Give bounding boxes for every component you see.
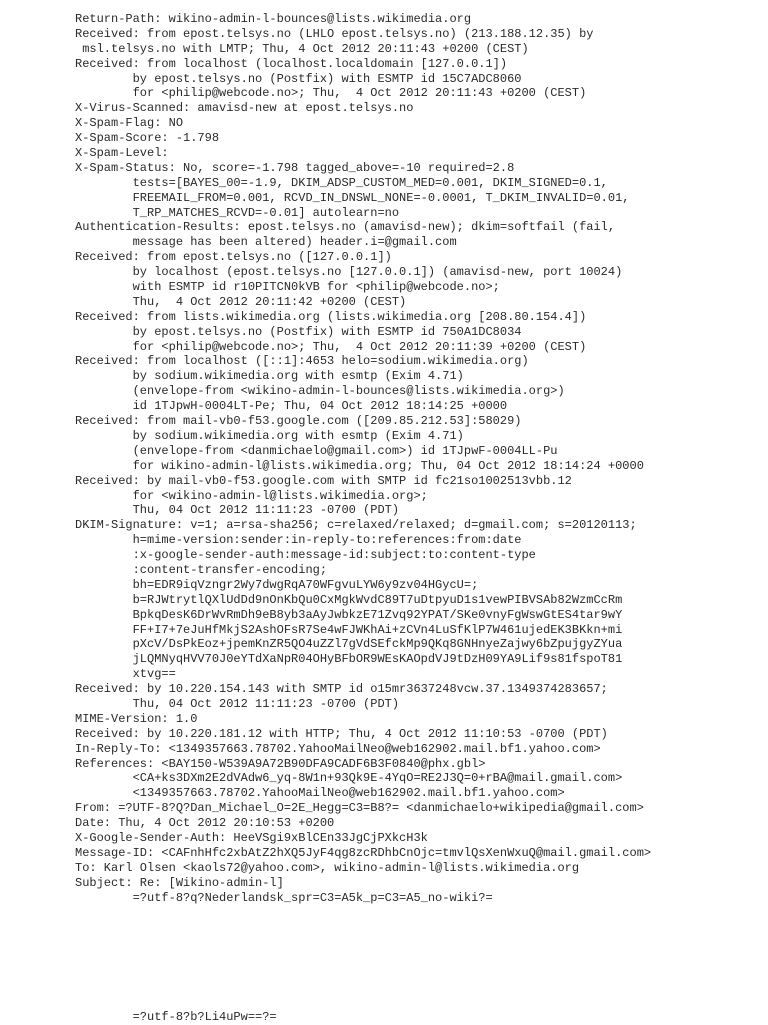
header-line: Received: by 10.220.181.12 with HTTP; Thu, 4 Oct 2012 11:10:53 -0700 (PDT) xyxy=(75,726,608,741)
header-line: FREEMAIL_FROM=0.001, RCVD_IN_DNSWL_NONE=-0.0001, T_DKIM_INVALID=0.01, xyxy=(75,190,630,205)
header-line: for wikino-admin-l@lists.wikimedia.org; Thu, 04 Oct 2012 18:14:24 +0000 xyxy=(75,458,644,473)
header-line: Date: Thu, 4 Oct 2012 20:10:53 +0200 xyxy=(75,816,335,831)
header-line: BpkqDesK6DrWvRmDh9eB8yb3aAyJwbkzE71Zvq92YPAT/SKe0vnyFgWswGtES4tar9wY xyxy=(75,607,623,622)
header-line: id 1TJpwH-0004LT-Pe; Thu, 04 Oct 2012 18:14:25 +0000 xyxy=(75,399,508,414)
header-line: T_RP_MATCHES_RCVD=-0.01] autolearn=no xyxy=(75,205,400,220)
header-line: Received: from localhost ([::1]:4653 helo=sodium.wikimedia.org) xyxy=(75,354,529,369)
header-line: X-Spam-Level: xyxy=(75,146,169,161)
email-raw-headers xyxy=(75,12,765,1025)
header-line: FF+I7+7eJuHfMkjS2AshOFsR7Se4wFJWKhAi+zCVn4LuSfKlP7W461ujedEK3BKkn+mi xyxy=(75,622,623,637)
header-line: by epost.telsys.no (Postfix) with ESMTP id 15C7ADC8060 xyxy=(75,71,522,86)
header-line: Return-Path: wikino-admin-l-bounces@lists.wikimedia.org xyxy=(75,12,472,26)
header-line: for <wikino-admin-l@lists.wikimedia.org>; xyxy=(75,488,428,503)
header-line: by epost.telsys.no (Postfix) with ESMTP id 750A1DC8034 xyxy=(75,324,522,339)
blank-gap xyxy=(75,905,765,1009)
header-line: Thu, 4 Oct 2012 20:11:42 +0200 (CEST) xyxy=(75,294,407,309)
header-line: for <philip@webcode.no>; Thu, 4 Oct 2012 20:11:43 +0200 (CEST) xyxy=(75,86,587,101)
header-line: X-Google-Sender-Auth: HeeVSgi9xBlCEn33JgCjPXkcH3k xyxy=(75,830,428,845)
header-line: for <philip@webcode.no>; Thu, 4 Oct 2012 20:11:39 +0200 (CEST) xyxy=(75,339,587,354)
header-line: From: =?UTF-8?Q?Dan_Michael_O=2E_Hegg=C3=B8?= <danmichaelo+wikipedia@gmail.com> xyxy=(75,801,644,816)
header-line: Received: from epost.telsys.no (LHLO epost.telsys.no) (213.188.12.35) by xyxy=(75,26,594,41)
header-line: with ESMTP id r10PITCN0kVB for <philip@webcode.no>; xyxy=(75,280,500,295)
header-line: Thu, 04 Oct 2012 11:11:23 -0700 (PDT) xyxy=(75,503,400,518)
header-line: by localhost (epost.telsys.no [127.0.0.1]) (amavisd-new, port 10024) xyxy=(75,265,623,280)
header-line: DKIM-Signature: v=1; a=rsa-sha256; c=relaxed/relaxed; d=gmail.com; s=20120113; xyxy=(75,518,637,533)
header-line: Received: from mail-vb0-f53.google.com ([209.85.212.53]:58029) xyxy=(75,414,522,429)
header-line: MIME-Version: 1.0 xyxy=(75,711,198,726)
subject-continuation-line: =?utf-8?b?Li4uPw==?= xyxy=(75,1009,277,1024)
header-line: by sodium.wikimedia.org with esmtp (Exim 4.71) xyxy=(75,428,464,443)
header-line: Subject: Re: [Wikino-admin-l] xyxy=(75,875,284,890)
header-line: <1349357663.78702.YahooMailNeo@web162902.mail.bf1.yahoo.com> xyxy=(75,786,565,801)
header-line: Received: by mail-vb0-f53.google.com with SMTP id fc21so1002513vbb.12 xyxy=(75,473,572,488)
header-line: b=RJWtrytlQXlUdDd9nOnKbQu0CxMgkWvdC89T7uDtpyuD1s1vewPIBVSAb82WzmCcRm xyxy=(75,592,623,607)
header-line: by sodium.wikimedia.org with esmtp (Exim 4.71) xyxy=(75,369,464,384)
header-line: message has been altered) header.i=@gmail.com xyxy=(75,235,457,250)
header-line: X-Spam-Score: -1.798 xyxy=(75,131,220,146)
header-line: Message-ID: <CAFnhHfc2xbAtZ2hXQ5JyF4qg8zcRDhbCnOjc=tmvlQsXenWxuQ@mail.gmail.com> xyxy=(75,845,652,860)
header-line: References: <BAY150-W539A9A72B90DFA9CADF6B3F0840@phx.gbl> xyxy=(75,756,486,771)
header-line: Received: from localhost (localhost.localdomain [127.0.0.1]) xyxy=(75,56,508,71)
header-line: X-Virus-Scanned: amavisd-new at epost.telsys.no xyxy=(75,101,414,116)
header-line: To: Karl Olsen <kaols72@yahoo.com>, wikino-admin-l@lists.wikimedia.org xyxy=(75,860,580,875)
header-line: h=mime-version:sender:in-reply-to:references:from:date xyxy=(75,533,522,548)
header-line: Received: from lists.wikimedia.org (lists.wikimedia.org [208.80.154.4]) xyxy=(75,309,587,324)
header-line: (envelope-from <wikino-admin-l-bounces@lists.wikimedia.org>) xyxy=(75,384,565,399)
header-line: tests=[BAYES_00=-1.9, DKIM_ADSP_CUSTOM_MED=0.001, DKIM_SIGNED=0.1, xyxy=(75,175,608,190)
header-line: =?utf-8?q?Nederlandsk_spr=C3=A5k_p=C3=A5_no-wiki?= xyxy=(75,890,493,905)
header-line: jLQMNyqHVV70J0eYTdXaNpR04OHyBFbOR9WEsKAOpdVJ9tDzH09YA9Lif9s81fspoT81 xyxy=(75,652,623,667)
header-line: :x-google-sender-auth:message-id:subject:to:content-type xyxy=(75,548,536,563)
header-line: X-Spam-Flag: NO xyxy=(75,116,184,131)
header-line: Received: by 10.220.154.143 with SMTP id o15mr3637248vcw.37.1349374283657; xyxy=(75,682,608,697)
header-lines xyxy=(75,12,765,905)
header-line: (envelope-from <danmichaelo@gmail.com>) id 1TJpwF-0004LL-Pu xyxy=(75,443,558,458)
header-line: X-Spam-Status: No, score=-1.798 tagged_above=-10 required=2.8 xyxy=(75,160,515,175)
header-line: Thu, 04 Oct 2012 11:11:23 -0700 (PDT) xyxy=(75,696,400,711)
header-line: xtvg== xyxy=(75,667,176,682)
header-line: Authentication-Results: epost.telsys.no (amavisd-new); dkim=softfail (fail, xyxy=(75,220,616,235)
header-line: pXcV/DsPkEoz+jpemKnZR5QO4uZZl7gVdSEfckMp9QKq8GNHnyeZajwy6bZpujgyZYua xyxy=(75,637,623,652)
header-line: In-Reply-To: <1349357663.78702.YahooMailNeo@web162902.mail.bf1.yahoo.com> xyxy=(75,741,601,756)
header-line: msl.telsys.no with LMTP; Thu, 4 Oct 2012 20:11:43 +0200 (CEST) xyxy=(75,41,529,56)
header-line: Received: from epost.telsys.no ([127.0.0.1]) xyxy=(75,250,392,265)
header-line: bh=EDR9iqVzngr2Wy7dwgRqA70WFgvuLYW6y9zv04HGycU=; xyxy=(75,577,479,592)
header-line: :content-transfer-encoding; xyxy=(75,562,328,577)
header-line: <CA+ks3DXm2E2dVAdw6_yq-8W1n+93Qk9E-4YqO=RE2J3Q=0+rBA@mail.gmail.com> xyxy=(75,771,623,786)
